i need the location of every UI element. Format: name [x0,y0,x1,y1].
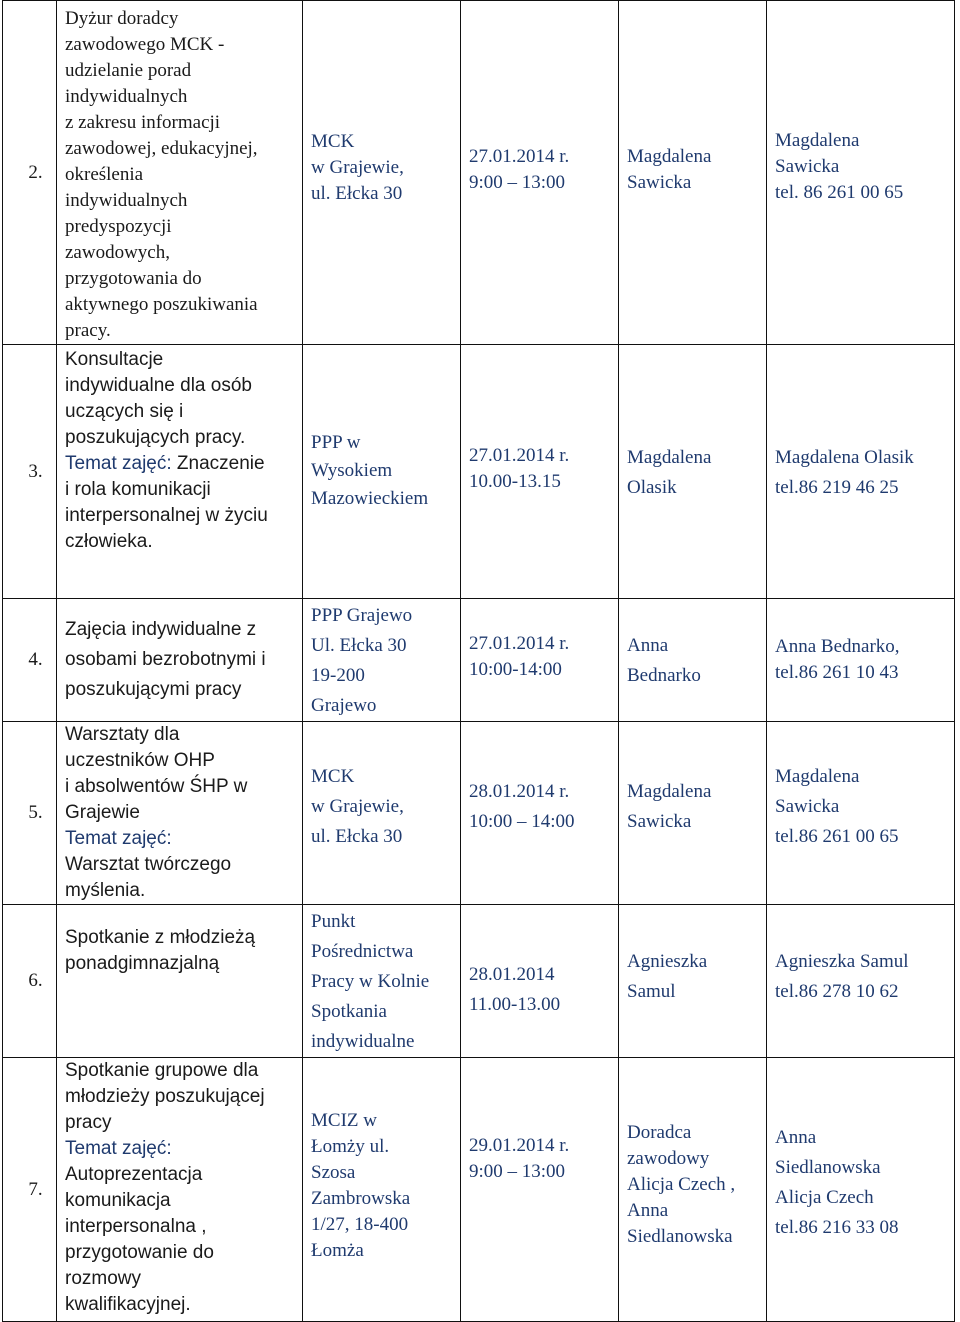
contact-cell: Agnieszka Samul tel.86 278 10 62 [767,905,955,1058]
topic-cell: Spotkanie z młodzieżą ponadgimnazjalną [57,905,303,1058]
row-number: 6. [3,905,57,1058]
topic-cell: Warsztaty dla uczestników OHP i absolwentów ŚHP w Grajewie Temat zajęć: Warsztat twórczego myślenia. [57,722,303,905]
person-cell: Doradca zawodowy Alicja Czech , Anna Siedlanowska [619,1058,767,1322]
topic-label: Temat zajęć: [65,1138,172,1159]
person-cell: Agnieszka Samul [619,905,767,1058]
person-cell: Magdalena Olasik [619,345,767,599]
topic-cell: Konsultacje indywidualne dla osób uczących się i poszukujących pracy. Temat zajęć: Znaczenie i rola komunikacji interpersonalnej w życiu człowieka. [57,345,303,599]
topic-label: Temat zajęć: [65,453,172,474]
contact-cell: Anna Bednarko, tel.86 261 10 43 [767,599,955,722]
table-row [3,1058,955,1322]
place-cell: PPP Grajewo Ul. Ełcka 30 19-200 Grajewo [303,599,461,722]
date-cell: 27.01.2014 r. 10.00-13.15 [461,345,619,599]
contact-cell: Magdalena Sawicka tel.86 261 00 65 [767,722,955,905]
table-row [3,599,955,722]
topic-cell: Dyżur doradcy zawodowego MCK - udzielanie porad indywidualnych z zakresu informacji zawodowej, edukacyjnej, określenia indywidualnych predyspozycji zawodowych, przygotowania do aktywnego poszukiwania pracy. [57,1,303,345]
schedule-table-bottom [2,598,955,1322]
date-cell: 29.01.2014 r. 9:00 – 13:00 [461,1058,619,1322]
place-cell: MCK w Grajewie, ul. Ełcka 30 [303,1,461,345]
row-number: 4. [3,599,57,722]
date-cell: 28.01.2014 11.00-13.00 [461,905,619,1058]
person-cell: Anna Bednarko [619,599,767,722]
place-cell: Punkt Pośrednictwa Pracy w Kolnie Spotkania indywidualne [303,905,461,1058]
table-row [3,722,955,905]
schedule-table-top [2,0,955,599]
place-cell: MCIZ w Łomży ul. Szosa Zambrowska 1/27, 18-400 Łomża [303,1058,461,1322]
row-number: 7. [3,1058,57,1322]
date-cell: 28.01.2014 r. 10:00 – 14:00 [461,722,619,905]
place-cell: MCK w Grajewie, ul. Ełcka 30 [303,722,461,905]
row-number: 5. [3,722,57,905]
row-number: 2. [3,1,57,345]
contact-cell: Magdalena Olasik tel.86 219 46 25 [767,345,955,599]
topic-label: Temat zajęć: [65,828,172,849]
place-cell: PPP w Wysokiem Mazowieckiem [303,345,461,599]
table-row [3,345,955,599]
row-number: 3. [3,345,57,599]
contact-cell: Anna Siedlanowska Alicja Czech tel.86 216 33 08 [767,1058,955,1322]
table-row [3,1,955,345]
person-cell: Magdalena Sawicka [619,722,767,905]
table-row [3,905,955,1058]
topic-cell: Spotkanie grupowe dla młodzieży poszukującej pracy Temat zajęć: Autoprezentacja komunikacja interpersonalna , przygotowanie do rozmowy kwalifikacyjnej. [57,1058,303,1322]
person-cell: Magdalena Sawicka [619,1,767,345]
date-cell: 27.01.2014 r. 9:00 – 13:00 [461,1,619,345]
topic-cell: Zajęcia indywidualne z osobami bezrobotnymi i poszukującymi pracy [57,599,303,722]
date-cell: 27.01.2014 r. 10:00-14:00 [461,599,619,722]
contact-cell: Magdalena Sawicka tel. 86 261 00 65 [767,1,955,345]
